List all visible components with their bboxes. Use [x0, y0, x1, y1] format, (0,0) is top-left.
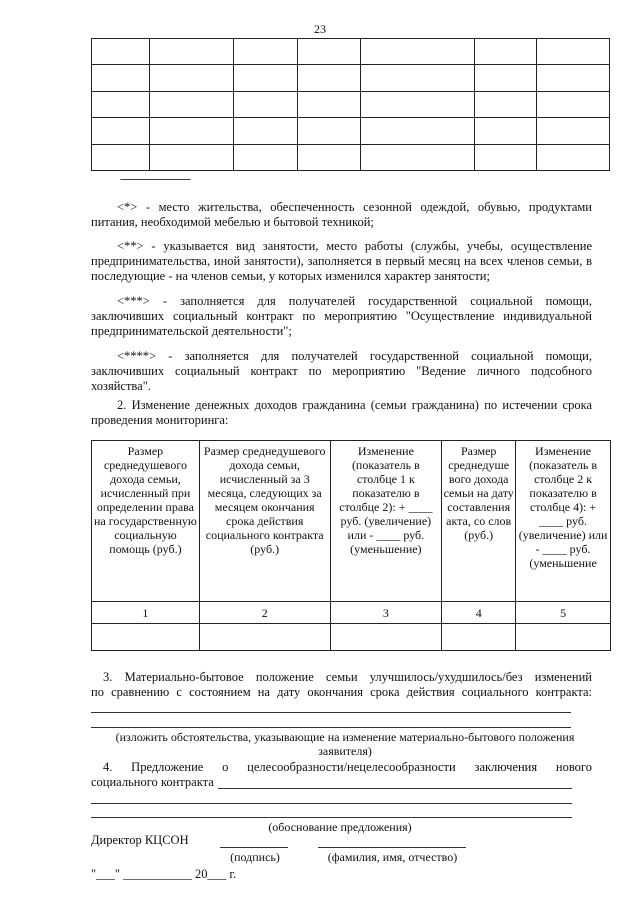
table-row — [92, 39, 610, 65]
column-header-5: Изменение (показатель в столбце 2 к показателю в столбце 4): + ____ руб. (увеличение) или - ____ руб. (уменьшение — [516, 441, 611, 602]
page-number: 23 — [314, 22, 326, 36]
column-header-2: Размер среднедушевого дохода семьи, исчисленный за 3 месяца, следующих за месяцем окончания срока действия социального контракта (руб.) — [199, 441, 330, 602]
section-3-line-1: 3. Материально-бытовое положение семьи улучшилось/ухудшилось/без изменений — [103, 670, 592, 684]
footnote-4: <****> - заполняется для получателей государственной социальной помощи, заключивших социальный контракт по мероприятию "Ведение личного подсобного хозяйства". — [91, 349, 592, 393]
section-2-title: 2. Изменение денежных доходов гражданина (семьи гражданина) по истечении срока проведения мониторинга: — [91, 398, 592, 427]
column-header-4: Размер среднедуше вого дохода семьи на дату составления акта, со слов (руб.) — [442, 441, 516, 602]
column-number-row — [92, 602, 611, 624]
column-number: 1 — [92, 602, 200, 624]
section-4-line-2: социального контракта — [91, 775, 214, 789]
table-row — [92, 91, 610, 117]
continued-table — [91, 38, 610, 171]
fill-line — [218, 788, 572, 789]
name-caption: (фамилия, имя, отчество) — [327, 850, 458, 864]
table-row — [92, 144, 610, 170]
signature-date: "___" ___________ 20___ г. — [91, 867, 237, 881]
table-row — [92, 624, 611, 651]
footnote-2: <**> - указывается вид занятости, место работы (службы, учебы, осуществление предпринимательства, иной занятости), заполняется в первый месяц на всех членов семьи, в последующие - на членов семьи, у которых изменился характер занятости; — [91, 239, 592, 283]
column-number: 4 — [442, 602, 516, 624]
table-header-row — [92, 441, 611, 602]
section-4-caption: (обоснование предложения) — [268, 820, 412, 834]
fill-line — [91, 712, 571, 713]
fill-line — [91, 803, 572, 804]
fill-line — [91, 727, 571, 728]
column-number: 2 — [199, 602, 330, 624]
table-row — [92, 65, 610, 91]
section-3-line-2: по сравнению с состоянием на дату окончания срока действия социального контракта: — [91, 685, 592, 699]
footnote-3: <***> - заполняется для получателей государственной социальной помощи, заключивших социальный контракт по мероприятию "Осуществление индивидуальной предпринимательской деятельности"; — [91, 294, 592, 338]
fill-line — [91, 817, 572, 818]
footnote-1: <*> - место жительства, обеспеченность сезонной одеждой, обувью, продуктами питания, необходимой мебелью и бытовой техникой; — [91, 200, 592, 229]
signatory-title: Директор КЦСОН — [91, 833, 189, 847]
column-number: 3 — [330, 602, 442, 624]
column-header-3: Изменение (показатель в столбце 1 к показателю в столбце 2): + ____ руб. (увеличение) или - ____ руб. (уменьшение) — [330, 441, 442, 602]
column-number: 5 — [516, 602, 611, 624]
footnote-separator: ------------------------------ — [120, 174, 190, 185]
signature-line — [220, 847, 288, 848]
section-3-caption: (изложить обстоятельства, указывающие на изменение материально-бытового положения заявителя) — [115, 730, 575, 758]
name-line — [318, 847, 466, 848]
signature-caption: (подпись) — [230, 850, 280, 864]
column-header-1: Размер среднедушевого дохода семьи, исчисленный при определении права на государственную социальную помощь (руб.) — [92, 441, 200, 602]
section-4-line-1: 4. Предложение о целесообразности/нецелесообразности заключения нового — [103, 760, 592, 774]
table-row — [92, 118, 610, 144]
income-change-table — [91, 440, 611, 651]
